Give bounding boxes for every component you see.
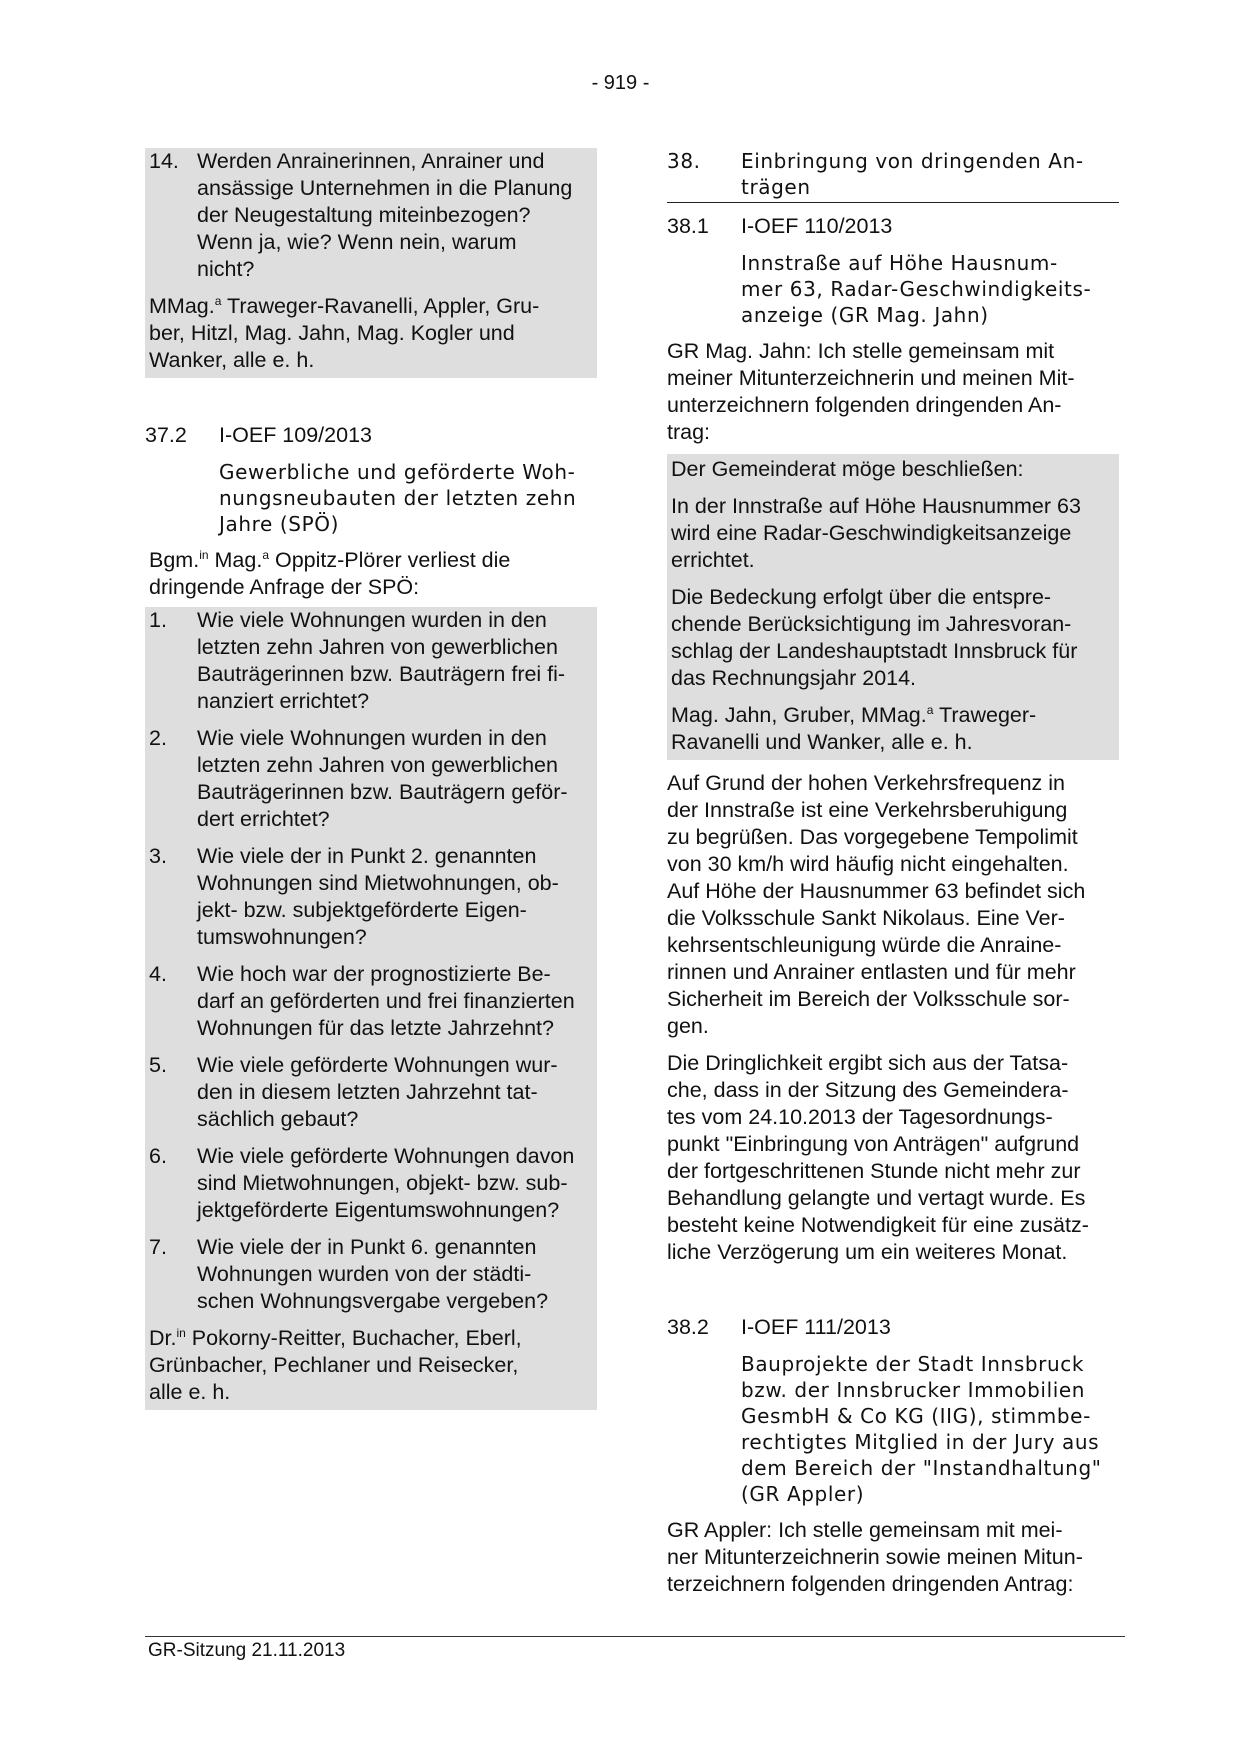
question-text [197,148,593,283]
section-intro: GR Mag. Jahn: Ich stelle gemeinsam mit meiner Mitunterzeichnerin und meinen Mit- unterzeichnern folgenden dringenden An- trag: [667,339,1075,444]
motion-box [667,454,1119,760]
question-number: 14. [149,149,179,173]
question-14 [149,148,593,283]
justification-1: Auf Grund der hohen Verkehrsfrequenz in der Innstraße ist eine Verkehrsberuhigung zu begrüßen. Das vorgegebene Tempolimit von 30 km/h wird häufig nicht eingehalten. Auf Höhe der Hausnummer 63 befindet sich die Volksschule Sankt Nikolaus. Eine Ver- kehrsentschleunigung würde die Anraine- rinnen und Anrainer entlasten und für mehr Sicherheit im Bereich der Volksschule sor- gen. [667,771,1086,1038]
section-title: Einbringung von dringenden An- trägen [741,149,1084,199]
motion-heading: Der Gemeinderat möge beschließen: [671,457,1024,481]
section-title: Gewerbliche und geförderte Woh- nungsneubauten der letzten zehn Jahre (SPÖ) [219,460,577,536]
line: nicht? [197,257,255,281]
question-14-box [145,148,597,378]
footer-rule [145,1636,1125,1637]
section-title: Bauprojekte der Stadt Innsbruck bzw. der Innsbrucker Immobilien GesmbH & Co KG (IIG), stimmbe- rechtigtes Mitglied in der Jury aus dem Bereich der "Instandhaltung" (GR Appler) [741,1352,1102,1506]
section-number: 37.2 [145,423,187,447]
question-1: 1. Wie viele Wohnungen wurden in den letzten zehn Jahren von gewerblichen Bauträgerinnen bzw. Bauträgern frei fi- nanziert errichtet? [149,608,566,713]
section-number: 38. [667,149,701,173]
motion-text: In der Innstraße auf Höhe Hausnummer 63 wird eine Radar-Geschwindigkeitsanzeige errichtet. [671,494,1081,572]
section-intro: Bgm.$^{in}$ Mag.$^a$ Oppitz-Plörer verliest die dringende Anfrage der SPÖ: [149,548,511,599]
section-reference: I-OEF 109/2013 [219,423,372,447]
signatories: MMag.$^a$ Traweger-Ravanelli, Appler, Gru- ber, Hitzl, Mag. Jahn, Mag. Kogler und Wanker, alle e. h. [149,294,540,372]
question-5: 5. Wie viele geförderte Wohnungen wur- den in diesem letzten Jahrzehnt tat- sächlich gebaut? [149,1053,558,1131]
question-2: 2. Wie viele Wohnungen wurden in den letzten zehn Jahren von gewerblichen Bauträgerinnen bzw. Bauträgern geför- dert errichtet? [149,726,568,831]
motion-funding: Die Bedeckung erfolgt über die entspre- chende Berücksichtigung im Jahresvoran- schlag der Landeshauptstadt Innsbruck für das Rechnungsjahr 2014. [671,585,1078,690]
line: ansässige Unternehmen in die Planung [197,176,573,200]
section-38-header [667,148,1119,203]
section-reference: I-OEF 111/2013 [741,1315,891,1339]
line: der Neugestaltung miteinbezogen? [197,203,531,227]
signatories: Dr.$^{in}$ Pokorny-Reitter, Buchacher, Eberl, Grünbacher, Pechlaner und Reisecker, alle e. h. [149,1326,522,1404]
left-column [145,148,597,1410]
justification-2: Die Dringlichkeit ergibt sich aus der Tatsa- che, dass in der Sitzung des Gemeindera- tes vom 24.10.2013 der Tagesordnungs- punkt "Einbringung von Anträgen" aufgrund der fortgeschrittenen Stunde nicht mehr zur Behandlung gelangte und vertagt wurde. Es besteht keine Notwendigkeit für eine zusätz- liche Verzögerung um ein weiteres Monat. [667,1051,1089,1264]
right-column [667,148,1119,1598]
question-4: 4. Wie hoch war der prognostizierte Be- darf an geförderten und frei finanzierten Wohnungen für das letzte Jahrzehnt? [149,962,575,1040]
section-number: 38.2 [667,1315,709,1339]
line: Wenn ja, wie? Wenn nein, warum [197,230,517,254]
section-37-2-header [145,422,597,449]
questions-box [145,607,597,1410]
footer-text: GR-Sitzung 21.11.2013 [148,1640,346,1661]
section-intro: GR Appler: Ich stelle gemeinsam mit mei- ner Mitunterzeichnerin sowie meinen Mitun- terzeichnern folgenden dringenden Antrag: [667,1518,1083,1596]
section-38-1-header [667,213,1119,240]
section-number: 38.1 [667,214,709,238]
section-title: Innstraße auf Höhe Hausnum- mer 63, Radar-Geschwindigkeits- anzeige (GR Mag. Jahn) [741,251,1092,327]
question-7: 7. Wie viele der in Punkt 6. genannten Wohnungen wurden von der städti- schen Wohnungsvergabe vergeben? [149,1235,549,1313]
section-38-2-header [667,1314,1119,1341]
section-reference: I-OEF 110/2013 [741,214,893,238]
question-3: 3. Wie viele der in Punkt 2. genannten Wohnungen sind Mietwohnungen, ob- jekt- bzw. subjektgeförderte Eigen- tumswohnungen? [149,844,559,949]
line: Werden Anrainerinnen, Anrainer und [197,149,545,173]
page-number: - 919 - [591,72,650,94]
signatories: Mag. Jahn, Gruber, MMag.$^a$ Traweger- Ravanelli und Wanker, alle e. h. [671,703,1037,754]
question-6: 6. Wie viele geförderte Wohnungen davon sind Mietwohnungen, objekt- bzw. sub- jektgeförderte Eigentumswohnungen? [149,1144,575,1222]
